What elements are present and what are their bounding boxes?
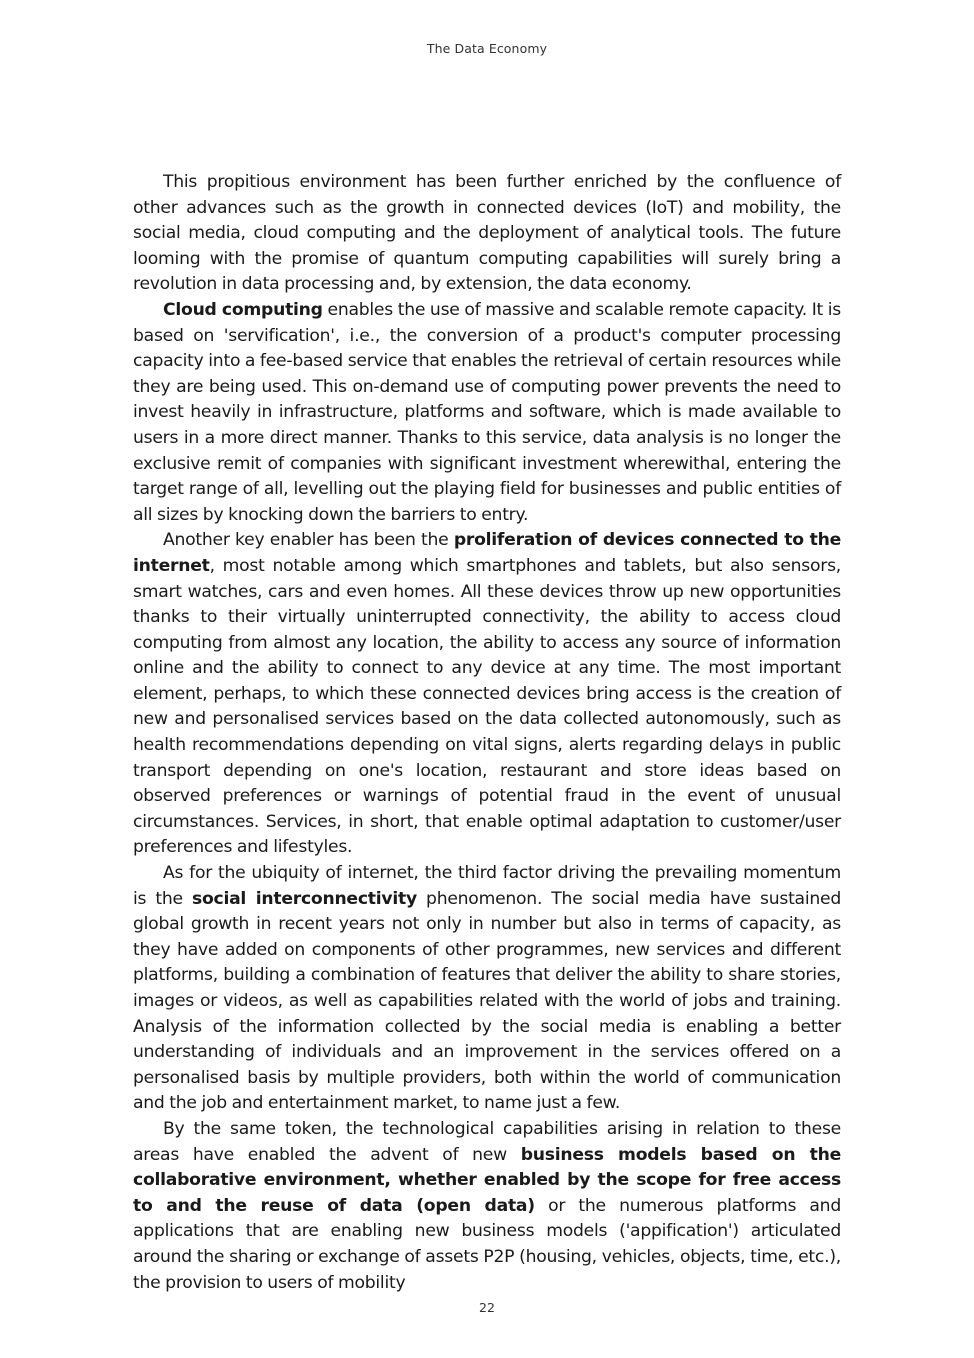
paragraph-text: As for the ubiquity of internet, the third factor driving the prevailing momentum is the xyxy=(133,863,841,909)
key-term-cloud-computing: Cloud computing xyxy=(163,299,323,320)
paragraph-text: enables the use of massive and scalable remote capacity. It is based on 'servification', i.e., the conversion of a product's computer processing capacity into a fee-based service that enables the retrieval of certain resources while they are being used. This on-demand use of computing power prevents the need to invest heavily in infrastructure, platforms and software, which is made available to users in a more direct manner. Thanks to this service, data analysis is no longer the exclusive remit of companies with significant investment wherewithal, entering the target range of all, levelling out the playing field for businesses and public entities of all sizes by knocking down the barriers to entry. xyxy=(133,299,841,525)
key-term-collaborative-business-models: business models based on the collaborative environment, whether enabled by the scope for free access to and the reuse of data (open data) xyxy=(133,1144,841,1216)
paragraph xyxy=(133,1117,841,1296)
paragraph-text: or the numerous platforms and applications that are enabling new business models ('appification') articulated around the sharing or exchange of assets P2P (housing, vehicles, objects, time, etc.), the provision to users of mobility xyxy=(133,1195,841,1293)
paragraph xyxy=(133,861,841,1117)
body-text xyxy=(133,170,841,1296)
key-term-social-interconnectivity: social interconnectivity xyxy=(191,888,417,909)
paragraph-text: , most notable among which smartphones and tablets, but also sensors, smart watches, cars and even homes. All these devices throw up new opportunities thanks to their virtually uninterrupted connectivity, the ability to access cloud computing from almost any location, the ability to access any source of information online and the ability to connect to any device at any time. The most important element, perhaps, to which these connected devices bring access is the creation of new and personalised services based on the data collected autonomously, such as health recommendations depending on vital signs, alerts regarding delays in public transport depending on one's location, restaurant and store ideas based on observed preferences or warnings of potential fraud in the event of unusual circumstances. Services, in short, that enable optimal adaptation to customer/user preferences and lifestyles. xyxy=(133,555,841,858)
paragraph-text: phenomenon. The social media have sustained global growth in recent years not only in number but also in terms of capacity, as they have added on components of other programmes, new services and different platforms, building a combination of features that deliver the ability to share stories, images or videos, as well as capabilities related with the world of jobs and training. Analysis of the information collected by the social media is enabling a better understanding of individuals and an improvement in the services offered on a personalised basis by multiple providers, both within the world of communication and the job and entertainment market, to name just a few. xyxy=(133,888,841,1114)
page-number: 22 xyxy=(479,1300,495,1315)
key-term-connected-devices: proliferation of devices connected to the internet xyxy=(133,530,841,576)
paragraph-text: Another key enabler has been the xyxy=(163,530,454,551)
running-header: The Data Economy xyxy=(426,41,548,56)
paragraph xyxy=(133,170,841,298)
paragraph xyxy=(133,298,841,528)
paragraph-text: By the same token, the technological capabilities arising in relation to these areas have enabled the advent of new xyxy=(133,1118,841,1165)
paragraph xyxy=(133,528,841,861)
paragraph-text: This propitious environment has been further enriched by the confluence of other advances such as the growth in connected devices (IoT) and mobility, the social media, cloud computing and the deployment of analytical tools. The future looming with the promise of quantum computing capabilities will surely bring a revolution in data processing and, by extension, the data economy. xyxy=(133,172,841,295)
